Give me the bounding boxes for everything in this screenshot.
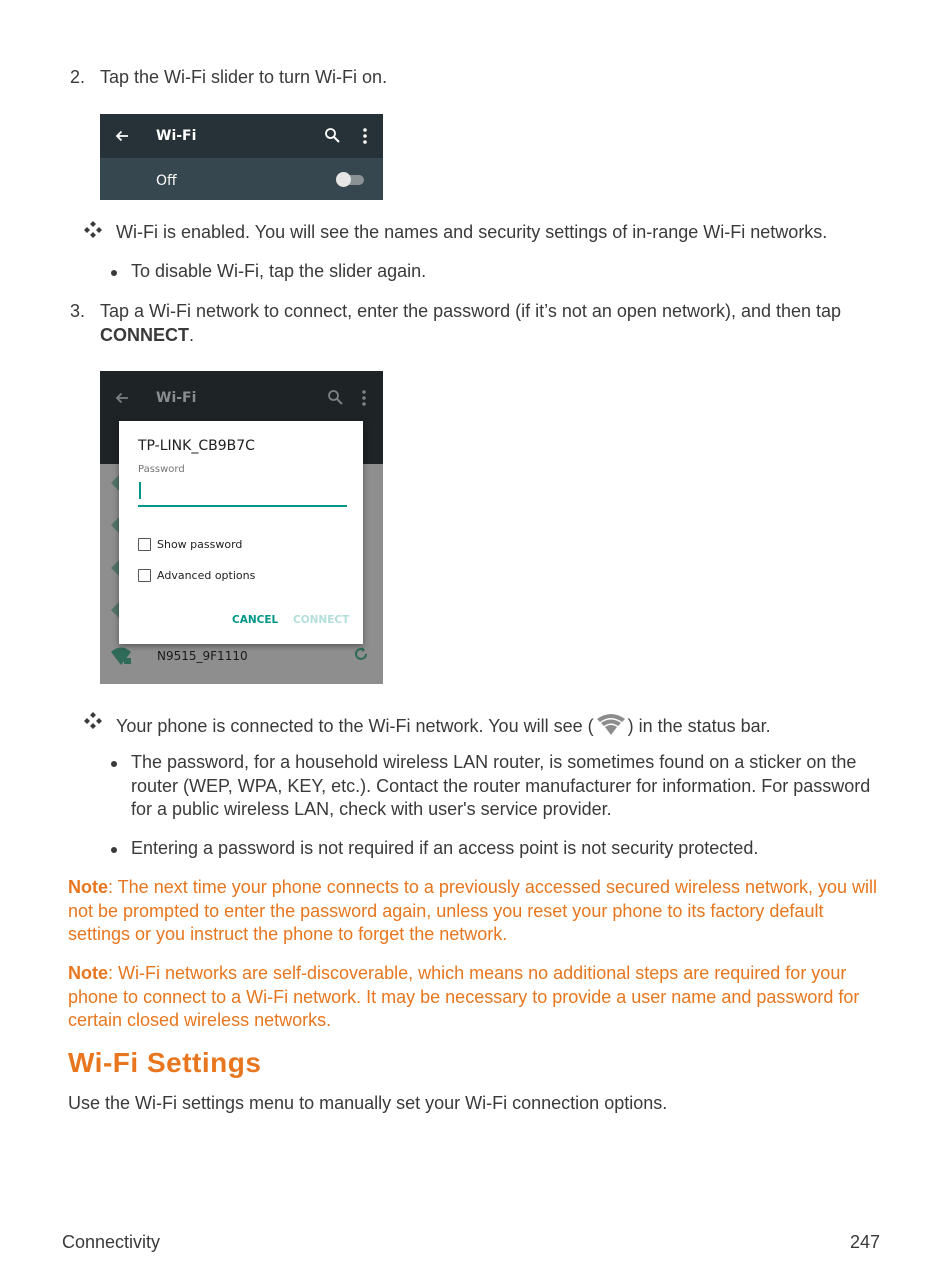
search-icon[interactable] — [327, 389, 344, 406]
bullet-text: Entering a password is not required if an access point is not security protected. — [131, 838, 759, 858]
result-text-after: ) in the status bar. — [627, 716, 771, 736]
advanced-options-label: Advanced options — [157, 569, 256, 582]
note-text: : The next time your phone connects to a previously accessed secured wireless network, you will not be prompted to enter the password again, unless you reset your phone to its factory default settings or you instruct the phone to forget the network. — [68, 877, 878, 944]
bullet-dot — [111, 761, 117, 767]
refresh-icon — [353, 646, 369, 662]
network-name: N9515_9F1110 — [157, 649, 248, 663]
bullet-dot — [111, 270, 117, 276]
step-text-main: Tap a Wi-Fi network to connect, enter the password (if it’s not an open network), and then tap — [100, 301, 842, 321]
step-text: Tap the Wi-Fi slider to turn Wi-Fi on. — [100, 67, 388, 87]
text-cursor — [139, 482, 141, 499]
connect-keyword: CONNECT — [100, 324, 189, 345]
step-text — [100, 300, 890, 347]
wifi-status-label: Off — [156, 173, 177, 189]
overflow-menu-icon[interactable] — [362, 127, 368, 145]
password-input[interactable] — [138, 505, 347, 507]
bullet-dot — [111, 847, 117, 853]
step-number: 3. — [70, 301, 86, 321]
connect-button[interactable]: CONNECT — [293, 614, 350, 626]
result-text-before: Your phone is connected to the Wi-Fi network. You will see ( — [116, 716, 594, 736]
note — [68, 962, 888, 1033]
note-label: Note — [68, 877, 108, 897]
wifi-password-dialog-screenshot — [100, 371, 383, 684]
page-number: 247 — [849, 1232, 880, 1252]
back-arrow-icon[interactable] — [114, 128, 130, 144]
wifi-lock-icon — [110, 646, 132, 666]
section-heading: Wi-Fi Settings — [68, 1047, 262, 1078]
note-label: Note — [68, 963, 108, 983]
search-icon[interactable] — [324, 127, 341, 144]
bullet-text: To disable Wi-Fi, tap the slider again. — [131, 261, 427, 281]
cancel-button[interactable]: CANCEL — [232, 614, 279, 626]
dialog-ssid: TP-LINK_CB9B7C — [138, 438, 255, 454]
result-text — [116, 712, 906, 739]
wifi-off-screenshot — [100, 114, 383, 200]
note — [68, 876, 888, 947]
footer-chapter: Connectivity — [62, 1232, 161, 1252]
password-label: Password — [138, 464, 185, 475]
step-number: 2. — [70, 67, 86, 87]
overflow-menu-icon[interactable] — [361, 389, 367, 407]
app-bar-title: Wi-Fi — [156, 390, 197, 406]
note-text: : Wi-Fi networks are self-discoverable, which means no additional steps are required for your phone to connect to a Wi-Fi network. It may be necessary to provide a user name and password for certain closed wireless networks. — [68, 963, 860, 1030]
wifi-status-icon — [595, 712, 627, 738]
result-text: Wi-Fi is enabled. You will see the names and security settings of in-range Wi-Fi networks. — [116, 222, 828, 242]
toggle-knob — [336, 172, 351, 187]
back-arrow-icon[interactable] — [114, 390, 130, 406]
advanced-options-checkbox[interactable] — [138, 569, 151, 582]
result-diamond-icon — [83, 711, 103, 731]
show-password-checkbox[interactable] — [138, 538, 151, 551]
section-intro: Use the Wi-Fi settings menu to manually set your Wi-Fi connection options. — [68, 1093, 668, 1113]
wifi-toggle-switch[interactable] — [336, 172, 366, 188]
result-diamond-icon — [83, 220, 103, 240]
password-dialog — [119, 421, 363, 644]
app-bar-title: Wi-Fi — [156, 128, 197, 144]
step-text-end: . — [189, 324, 195, 345]
show-password-label: Show password — [157, 538, 243, 551]
bullet-text: The password, for a household wireless LAN router, is sometimes found on a sticker on the router (WEP, WPA, KEY, etc.). Contact the router manufacturer for information. For password for a public wireless LAN, check with user's service provider. — [131, 752, 871, 819]
